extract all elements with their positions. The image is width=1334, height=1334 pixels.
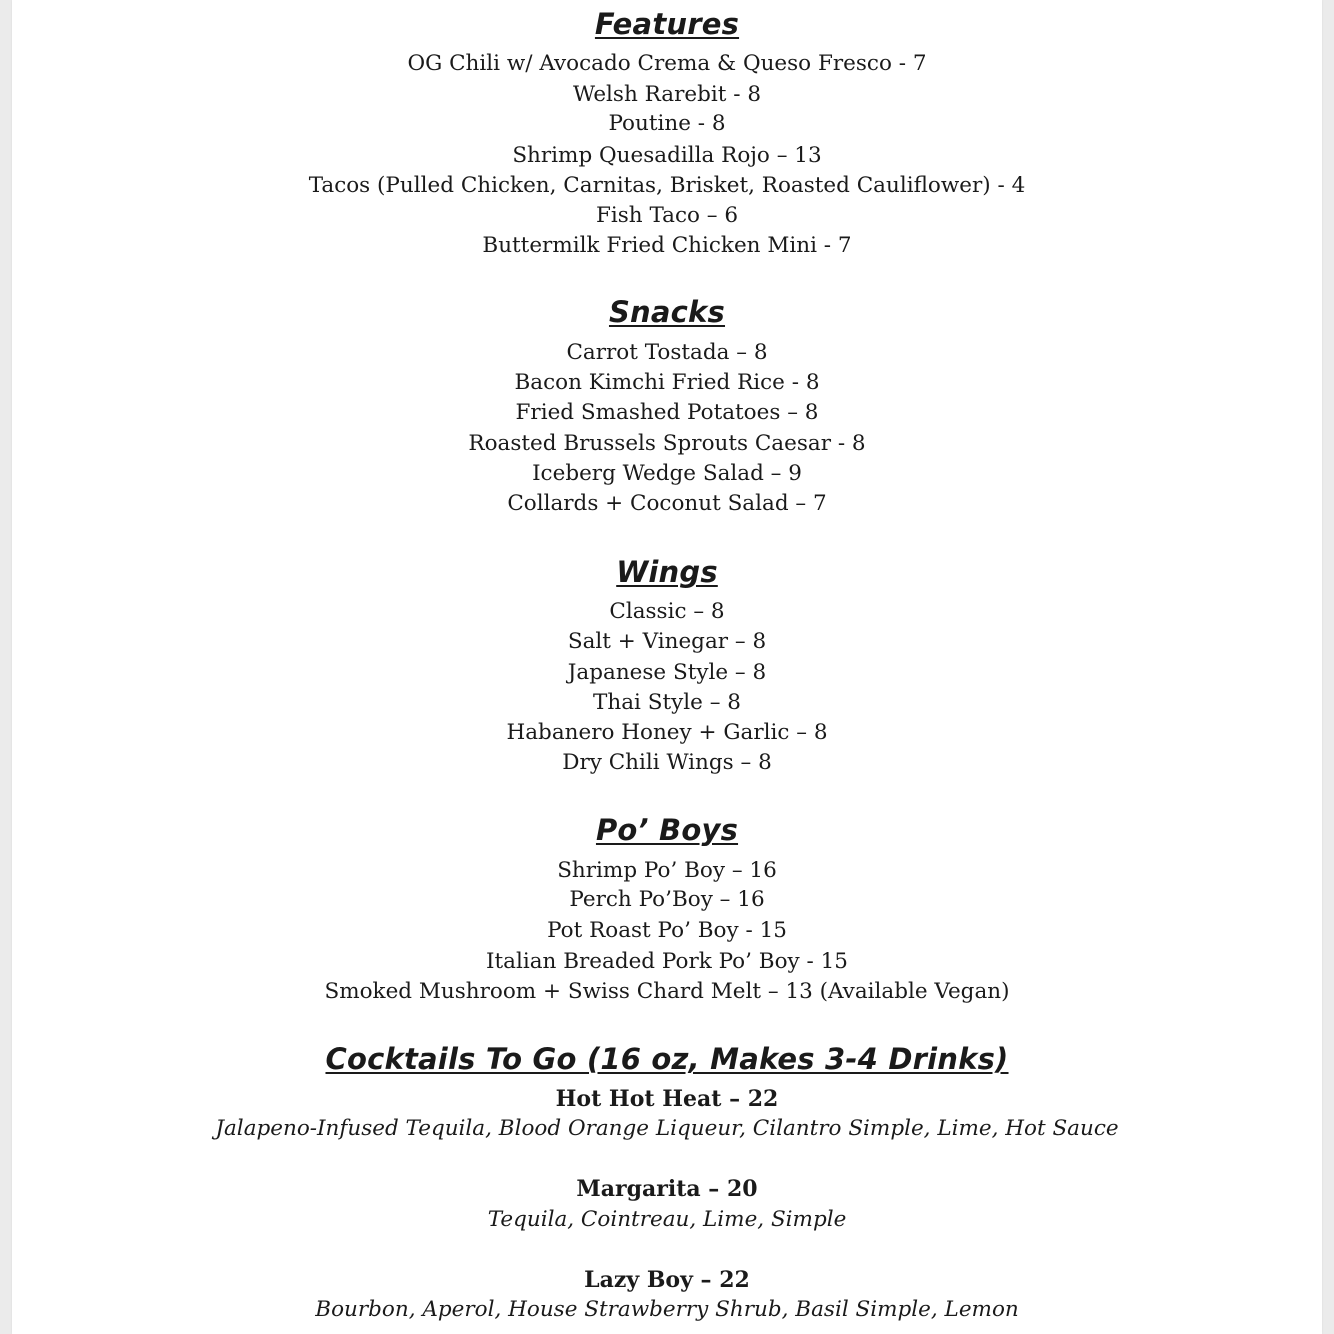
menu-item: Salt + Vinegar – 8 [567, 629, 767, 654]
menu-item: Collards + Coconut Salad – 7 [507, 491, 827, 516]
drink-description: Jalapeno-Infused Tequila, Blood Orange Liqueur, Cilantro Simple, Lime, Hot Sauce [215, 1116, 1119, 1141]
menu-item: OG Chili w/ Avocado Crema & Queso Fresco - 7 [407, 51, 927, 76]
section-heading-features: Features [594, 7, 740, 41]
section-heading-snacks: Snacks [608, 295, 726, 329]
drink-description: Tequila, Cointreau, Lime, Simple [487, 1207, 847, 1232]
menu-item: Thai Style – 8 [593, 690, 741, 715]
menu-item: Welsh Rarebit - 8 [572, 82, 762, 107]
menu-item: Fried Smashed Potatoes – 8 [515, 400, 819, 425]
menu-item: Shrimp Quesadilla Rojo – 13 [512, 143, 822, 168]
menu-item: Roasted Brussels Sprouts Caesar - 8 [468, 431, 866, 456]
menu-item: Smoked Mushroom + Swiss Chard Melt – 13 (Available Vegan) [324, 979, 1010, 1004]
menu-item: Fish Taco – 6 [595, 203, 739, 228]
menu-item: Buttermilk Fried Chicken Mini - 7 [482, 233, 852, 258]
menu-item: Carrot Tostada – 8 [566, 340, 768, 365]
menu-item: Classic – 8 [609, 599, 725, 624]
section-heading-cocktails: Cocktails To Go (16 oz, Makes 3-4 Drinks) [325, 1042, 1009, 1076]
drink-name: Hot Hot Heat – 22 [555, 1086, 779, 1112]
section-heading-wings: Wings [616, 555, 718, 589]
drink-name: Margarita – 20 [576, 1176, 758, 1202]
menu-item: Iceberg Wedge Salad – 9 [532, 461, 802, 486]
menu-item: Shrimp Po’ Boy – 16 [557, 858, 777, 883]
menu-item: Bacon Kimchi Fried Rice - 8 [514, 370, 820, 395]
menu-item: Dry Chili Wings – 8 [562, 750, 772, 775]
menu-item: Tacos (Pulled Chicken, Carnitas, Brisket, Roasted Cauliflower) - 4 [308, 173, 1026, 198]
menu-item: Japanese Style – 8 [567, 660, 767, 685]
menu-item: Perch Po’Boy – 16 [569, 887, 765, 912]
section-heading-po-boys: Po’ Boys [595, 813, 739, 847]
menu-item: Poutine - 8 [608, 111, 726, 136]
menu-item: Italian Breaded Pork Po’ Boy - 15 [486, 949, 848, 974]
menu-item: Pot Roast Po’ Boy - 15 [547, 918, 787, 943]
drink-name: Lazy Boy – 22 [584, 1267, 750, 1293]
drink-description: Bourbon, Aperol, House Strawberry Shrub, Basil Simple, Lemon [315, 1297, 1019, 1322]
menu-item: Habanero Honey + Garlic – 8 [506, 720, 828, 745]
